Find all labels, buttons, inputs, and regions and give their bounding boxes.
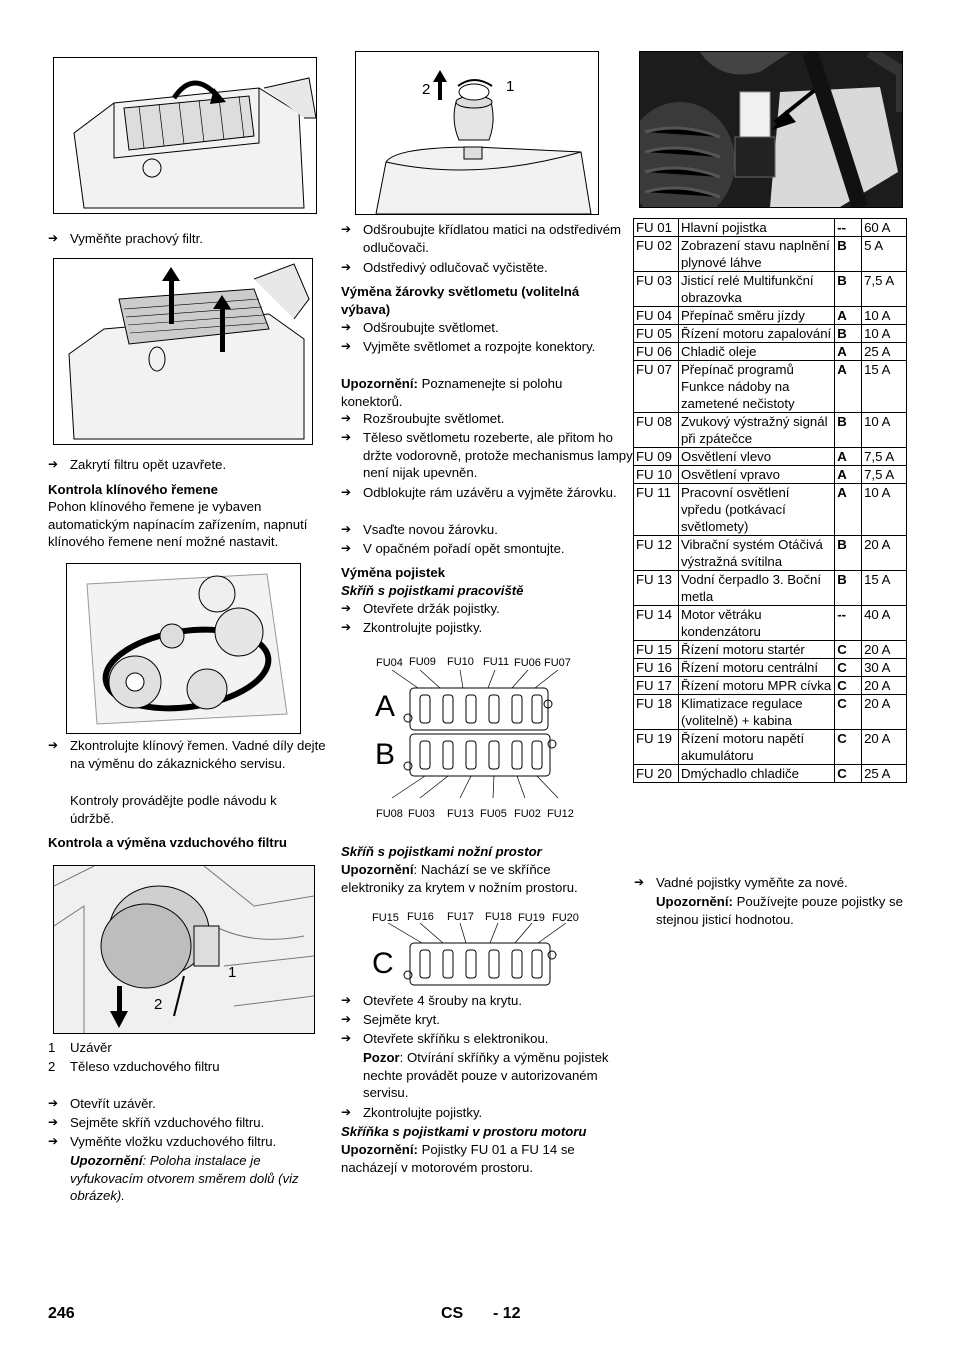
figure-v-belt (66, 563, 301, 734)
callout-2: 2 (154, 996, 163, 1013)
fuse-box-c-diagram (370, 905, 580, 985)
callout-2: 2 (422, 81, 431, 98)
fuse-id: FU 12 (634, 536, 679, 571)
fuse-box: -- (835, 219, 862, 237)
step-unscrew-nut: ➔ Odšroubujte křídlatou matici na odstředivém odlučovači. (341, 221, 635, 256)
step-remove-cover: ➔ Sejměte kryt. (341, 1011, 635, 1029)
fuse-table-row (634, 659, 907, 677)
fuse-table-row (634, 325, 907, 343)
step-open-4-screws: ➔ Otevřete 4 šrouby na krytu. (341, 992, 635, 1010)
fuse-box: C (835, 659, 862, 677)
air-filter-heading: Kontrola a výměna vzduchového filtru (48, 835, 287, 850)
fuse-rating: 25 A (862, 343, 907, 361)
fuse-id: FU 06 (634, 343, 679, 361)
footwell-note (341, 861, 613, 896)
note-label: Upozornění (341, 862, 414, 877)
fuse-rating: 15 A (862, 571, 907, 606)
fuse-label: FU20 (552, 912, 579, 924)
fuse-box: C (835, 695, 862, 730)
fuse-box: B (835, 272, 862, 307)
fuse-table-row (634, 466, 907, 484)
callout-1: 1 (228, 964, 237, 981)
fuse-box: B (835, 325, 862, 343)
step-open-cap: ➔ Otevřít uzávěr. (48, 1095, 340, 1113)
step-replace-insert: ➔ Vyměňte vložku vzduchového filtru. (48, 1133, 340, 1151)
fuse-rating: 10 A (862, 484, 907, 536)
legend-text: Uzávěr (70, 1040, 112, 1055)
fuse-subheading-engine: Skříňka s pojistkami v prostoru motoru (341, 1124, 587, 1139)
air-note (70, 1152, 322, 1205)
fuse-table-row (634, 361, 907, 413)
page-number: 246 (48, 1305, 75, 1322)
fuse-id: FU 17 (634, 677, 679, 695)
caution-label: Pozor (363, 1050, 400, 1065)
fuse-rating: 20 A (862, 641, 907, 659)
step-take-lamp: ➔ Vyjměte světlomet a rozpojte konektory. (341, 338, 635, 356)
step-reassemble: ➔ V opačném pořadí opět smontujte. (341, 540, 635, 558)
fuse-label: FU06 (514, 657, 541, 669)
note-text: : Poloha instalace je vyfukovacím otvorem směrem dolů (viz obrázek). (70, 1153, 299, 1203)
fuse-rating: 40 A (862, 606, 907, 641)
fuse-id: FU 01 (634, 219, 679, 237)
fuse-id: FU 11 (634, 484, 679, 536)
fuse-function: Přepínač směru jízdy (678, 307, 834, 325)
fuse-subheading-workplace: Skříň s pojistkami pracoviště (341, 583, 524, 598)
fuse-rating: 5 A (862, 237, 907, 272)
step-disassemble-lamp: ➔ Těleso světlometu rozeberte, ale přitom ho držte vodorovně, protože mechanismus lampy není nijak upevněn. (341, 429, 638, 482)
fuse-label: FU16 (407, 911, 434, 923)
fuse-table-row (634, 448, 907, 466)
fuse-rating: 7,5 A (862, 448, 907, 466)
belt-note: Kontroly provádějte podle návodu k údržbě. (70, 793, 277, 826)
fuse-rating: 20 A (862, 677, 907, 695)
fuse-table-row (634, 536, 907, 571)
fuse-function: Řízení motoru startér (678, 641, 834, 659)
fuse-value-note (656, 893, 909, 928)
fuse-id: FU 07 (634, 361, 679, 413)
fuse-subheading-footwell: Skříň s pojistkami nožní prostor (341, 844, 542, 859)
fuse-table-row (634, 484, 907, 536)
fuse-rating: 10 A (862, 325, 907, 343)
legend-number: 2 (48, 1059, 56, 1074)
fuse-table-row (634, 571, 907, 606)
fuse-rating: 25 A (862, 765, 907, 783)
figure-air-filter (53, 865, 315, 1034)
fuse-label: FU07 (544, 657, 571, 669)
fuse-label: FU04 (376, 657, 403, 669)
fuse-label: FU17 (447, 911, 474, 923)
belt-heading: Kontrola klínového řemene (48, 482, 219, 497)
fuse-function: Klimatizace regulace (volitelně) + kabina (678, 695, 834, 730)
lamp-heading: Výměna žárovky světlometu (volitelná výbava) (341, 284, 580, 317)
step-unlock-frame: ➔ Odblokujte rám uzávěru a vyjměte žárovku. (341, 484, 635, 502)
note-label: Upozornění: (341, 1142, 418, 1157)
caution-text: : Otvírání skříňky a výměnu pojistek nechte provádět pouze v autorizovaném servisu. (363, 1050, 609, 1100)
fuse-function: Přepínač programů Funkce nádoby na zametené nečistoty (678, 361, 834, 413)
fuse-rating: 7,5 A (862, 466, 907, 484)
fuse-id: FU 16 (634, 659, 679, 677)
step-check-belt: ➔ Zkontrolujte klínový řemen. Vadné díly dejte na výměnu do zákaznického servisu. (48, 737, 340, 772)
fuse-table-row (634, 730, 907, 765)
step-open-holder: ➔ Otevřete držák pojistky. (341, 600, 635, 618)
fuse-label: FU12 (547, 808, 574, 820)
fuse-function: Řízení motoru napětí akumulátoru (678, 730, 834, 765)
step-unscrew-lamp: ➔ Odšroubujte světlomet. (341, 319, 635, 337)
note-text: Poznamenejte si polohu konektorů. (341, 376, 563, 409)
fuse-rating: 60 A (862, 219, 907, 237)
sub-page-number: - 12 (493, 1305, 521, 1322)
fuse-label: FU18 (485, 911, 512, 923)
legend-item-1 (48, 1039, 318, 1057)
fuse-heading: Výměna pojistek (341, 565, 446, 580)
fuse-box: -- (835, 606, 862, 641)
fuse-function: Řízení motoru MPR cívka (678, 677, 834, 695)
legend-text: Těleso vzduchového filtru (70, 1059, 220, 1074)
fuse-id: FU 03 (634, 272, 679, 307)
fuse-box: A (835, 448, 862, 466)
fuse-box-ab-diagram (370, 650, 580, 825)
fuse-function: Osvětlení vlevo (678, 448, 834, 466)
fuse-function: Motor větráku kondenzátoru (678, 606, 834, 641)
note-text: Pojistky FU 01 a FU 14 se nacházejí v motorovém prostoru. (341, 1142, 575, 1175)
fuse-id: FU 13 (634, 571, 679, 606)
note-label: Upozornění: (341, 376, 418, 391)
fuse-id: FU 20 (634, 765, 679, 783)
fuse-function: Hlavní pojistka (678, 219, 834, 237)
fuse-table-row (634, 272, 907, 307)
belt-text: Pohon klínového řemene je vybaven automatickým napínacím zařízením, napnutí klínového řemene není možné nastavit. (48, 499, 308, 549)
fuse-table-row (634, 413, 907, 448)
fuse-box: A (835, 484, 862, 536)
step-clean-separator: ➔ Odstředivý odlučovač vyčistěte. (341, 259, 635, 277)
fuse-box: C (835, 641, 862, 659)
fuse-label: FU03 (408, 808, 435, 820)
fuse-label: FU05 (480, 808, 507, 820)
fuse-table-row (634, 765, 907, 783)
fuse-label: FU13 (447, 808, 474, 820)
fuse-box: A (835, 307, 862, 325)
fuse-table-row (634, 641, 907, 659)
figure-dust-filter-lift (53, 258, 313, 445)
fuse-rating: 20 A (862, 730, 907, 765)
legend-item-2 (48, 1058, 318, 1076)
fuse-table-row (634, 343, 907, 361)
fuse-function: Řízení motoru centrální (678, 659, 834, 677)
fuse-function: Zvukový výstražný signál při zpátečce (678, 413, 834, 448)
step-check-fuses: ➔ Zkontrolujte pojistky. (341, 619, 635, 637)
fuse-label: FU19 (518, 912, 545, 924)
fuse-rating: 10 A (862, 413, 907, 448)
fuse-rating: 30 A (862, 659, 907, 677)
step-expand-lamp: ➔ Rozšroubujte světlomet. (341, 410, 635, 428)
fuse-rating: 20 A (862, 695, 907, 730)
fuse-box: A (835, 466, 862, 484)
fuse-table-body (634, 219, 907, 783)
fuse-box: C (835, 730, 862, 765)
fuse-function: Pracovní osvětlení vpředu (potkávací světlomety) (678, 484, 834, 536)
fuse-id: FU 10 (634, 466, 679, 484)
fuse-label: FU09 (409, 656, 436, 668)
fuse-table-row (634, 237, 907, 272)
note-text: Používejte pouze pojistky se stejnou jisticí hodnotou. (656, 894, 903, 927)
step-replace-dust-filter: ➔ Vyměňte prachový filtr. (48, 230, 340, 248)
fuse-function: Zobrazení stavu naplnění plynové láhve (678, 237, 834, 272)
fuse-box: A (835, 343, 862, 361)
box-c-label: C (372, 947, 394, 980)
fuse-box: B (835, 536, 862, 571)
fuse-box: B (835, 571, 862, 606)
fuse-rating: 15 A (862, 361, 907, 413)
fuse-rating: 20 A (862, 536, 907, 571)
fuse-box: C (835, 677, 862, 695)
step-remove-housing: ➔ Sejměte skříň vzduchového filtru. (48, 1114, 340, 1132)
fuse-function: Vodní čerpadlo 3. Boční metla (678, 571, 834, 606)
lamp-note (341, 375, 613, 410)
fuse-id: FU 09 (634, 448, 679, 466)
fuse-label: FU10 (447, 656, 474, 668)
fuse-label: FU02 (514, 808, 541, 820)
fuse-function: Chladič oleje (678, 343, 834, 361)
fuse-box: B (835, 413, 862, 448)
fuse-table-row (634, 307, 907, 325)
fuse-box: B (835, 237, 862, 272)
fuse-function: Řízení motoru zapalování (678, 325, 834, 343)
language-code: CS (441, 1305, 464, 1322)
step-replace-faulty-fuses: ➔ Vadné pojistky vyměňte za nové. (634, 874, 931, 892)
fuse-box: C (835, 765, 862, 783)
fuse-table-row (634, 677, 907, 695)
step-insert-bulb: ➔ Vsaďte novou žárovku. (341, 521, 635, 539)
note-label: Upozornění: (656, 894, 733, 909)
fuse-function: Jisticí relé Multifunkční obrazovka (678, 272, 834, 307)
step-open-ebox: ➔ Otevřete skříňku s elektronikou. (341, 1030, 635, 1048)
step-check-fuses-2: ➔ Zkontrolujte pojistky. (341, 1104, 635, 1122)
caution-note (363, 1049, 615, 1102)
fuse-id: FU 08 (634, 413, 679, 448)
step-close-filter: ➔ Zakrytí filtru opět uzavřete. (48, 456, 340, 474)
fuse-rating: 7,5 A (862, 272, 907, 307)
figure-engine-fuse-photo (639, 51, 903, 208)
fuse-id: FU 19 (634, 730, 679, 765)
fuse-function: Osvětlení vpravo (678, 466, 834, 484)
fuse-id: FU 14 (634, 606, 679, 641)
note-label: Upozornění (70, 1153, 143, 1168)
fuse-rating: 10 A (862, 307, 907, 325)
legend-number: 1 (48, 1040, 56, 1055)
engine-note (341, 1141, 616, 1176)
fuse-table-row (634, 606, 907, 641)
fuse-label: FU08 (376, 808, 403, 820)
fuse-label: FU11 (483, 656, 510, 668)
figure-cyclone-separator (355, 51, 599, 215)
figure-dust-filter-open (53, 57, 317, 214)
fuse-table-row (634, 695, 907, 730)
fuse-id: FU 05 (634, 325, 679, 343)
note-text: : Nachází se ve skříňce elektroniky za krytem v nožním prostoru. (341, 862, 578, 895)
box-b-label: B (375, 738, 396, 771)
box-a-label: A (375, 690, 396, 723)
fuse-id: FU 15 (634, 641, 679, 659)
fuse-id: FU 04 (634, 307, 679, 325)
fuse-label: FU15 (372, 912, 399, 924)
fuse-table-row (634, 219, 907, 237)
fuse-id: FU 18 (634, 695, 679, 730)
fuse-function: Dmýchadlo chladiče (678, 765, 834, 783)
fuse-function: Vibrační systém Otáčivá výstražná svítilna (678, 536, 834, 571)
callout-1: 1 (506, 78, 515, 95)
fuse-table (633, 218, 907, 783)
fuse-id: FU 02 (634, 237, 679, 272)
fuse-box: A (835, 361, 862, 413)
